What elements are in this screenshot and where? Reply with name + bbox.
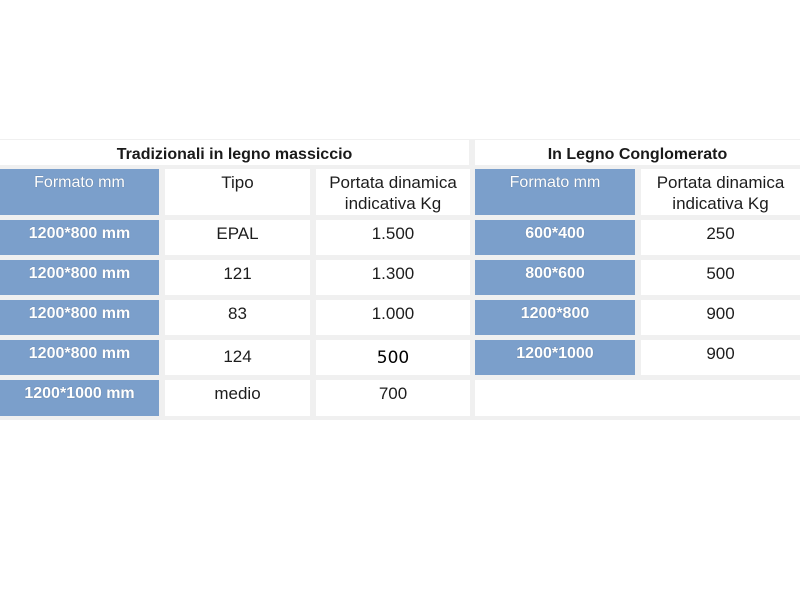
left-row-5-formato: 1200*1000 mm: [0, 380, 159, 416]
left-header-portata-line2: indicativa Kg: [344, 194, 442, 213]
left-header-tipo: Tipo: [165, 169, 310, 215]
pallet-tables: [0, 139, 800, 420]
left-header-portata-line1: Portata dinamica: [329, 173, 457, 192]
left-row-4-portata: 500: [316, 340, 470, 375]
left-row-5-portata: 700: [316, 380, 470, 416]
right-row-4-formato: 1200*1000: [475, 340, 635, 375]
left-row-3-portata: 1.000: [316, 300, 470, 335]
right-table-title: In Legno Conglomerato: [475, 140, 800, 165]
left-row-2-portata: 1.300: [316, 260, 470, 295]
left-header-portata: [316, 169, 470, 215]
left-table-title: Tradizionali in legno massiccio: [0, 140, 469, 165]
left-row-4-tipo: 124: [165, 340, 310, 375]
left-row-3-formato: 1200*800 mm: [0, 300, 159, 335]
right-header-portata-line2: indicativa Kg: [672, 194, 769, 213]
right-header-formato: Formato mm: [475, 169, 635, 215]
left-row-5-tipo: medio: [165, 380, 310, 416]
left-row-2-formato: 1200*800 mm: [0, 260, 159, 295]
right-header-portata: [641, 169, 800, 215]
right-row-2-formato: 800*600: [475, 260, 635, 295]
right-row-3-formato: 1200*800: [475, 300, 635, 335]
left-header-formato: Formato mm: [0, 169, 159, 215]
left-row-1-tipo: EPAL: [165, 220, 310, 255]
right-row-2-portata: 500: [641, 260, 800, 295]
left-row-4-formato: 1200*800 mm: [0, 340, 159, 375]
right-row-1-formato: 600*400: [475, 220, 635, 255]
right-row-1-portata: 250: [641, 220, 800, 255]
right-empty-cell: [475, 380, 800, 416]
left-row-1-portata: 1.500: [316, 220, 470, 255]
right-row-3-portata: 900: [641, 300, 800, 335]
left-row-3-tipo: 83: [165, 300, 310, 335]
left-row-1-formato: 1200*800 mm: [0, 220, 159, 255]
right-row-4-portata: 900: [641, 340, 800, 375]
left-row-2-tipo: 121: [165, 260, 310, 295]
right-header-portata-line1: Portata dinamica: [656, 173, 785, 192]
